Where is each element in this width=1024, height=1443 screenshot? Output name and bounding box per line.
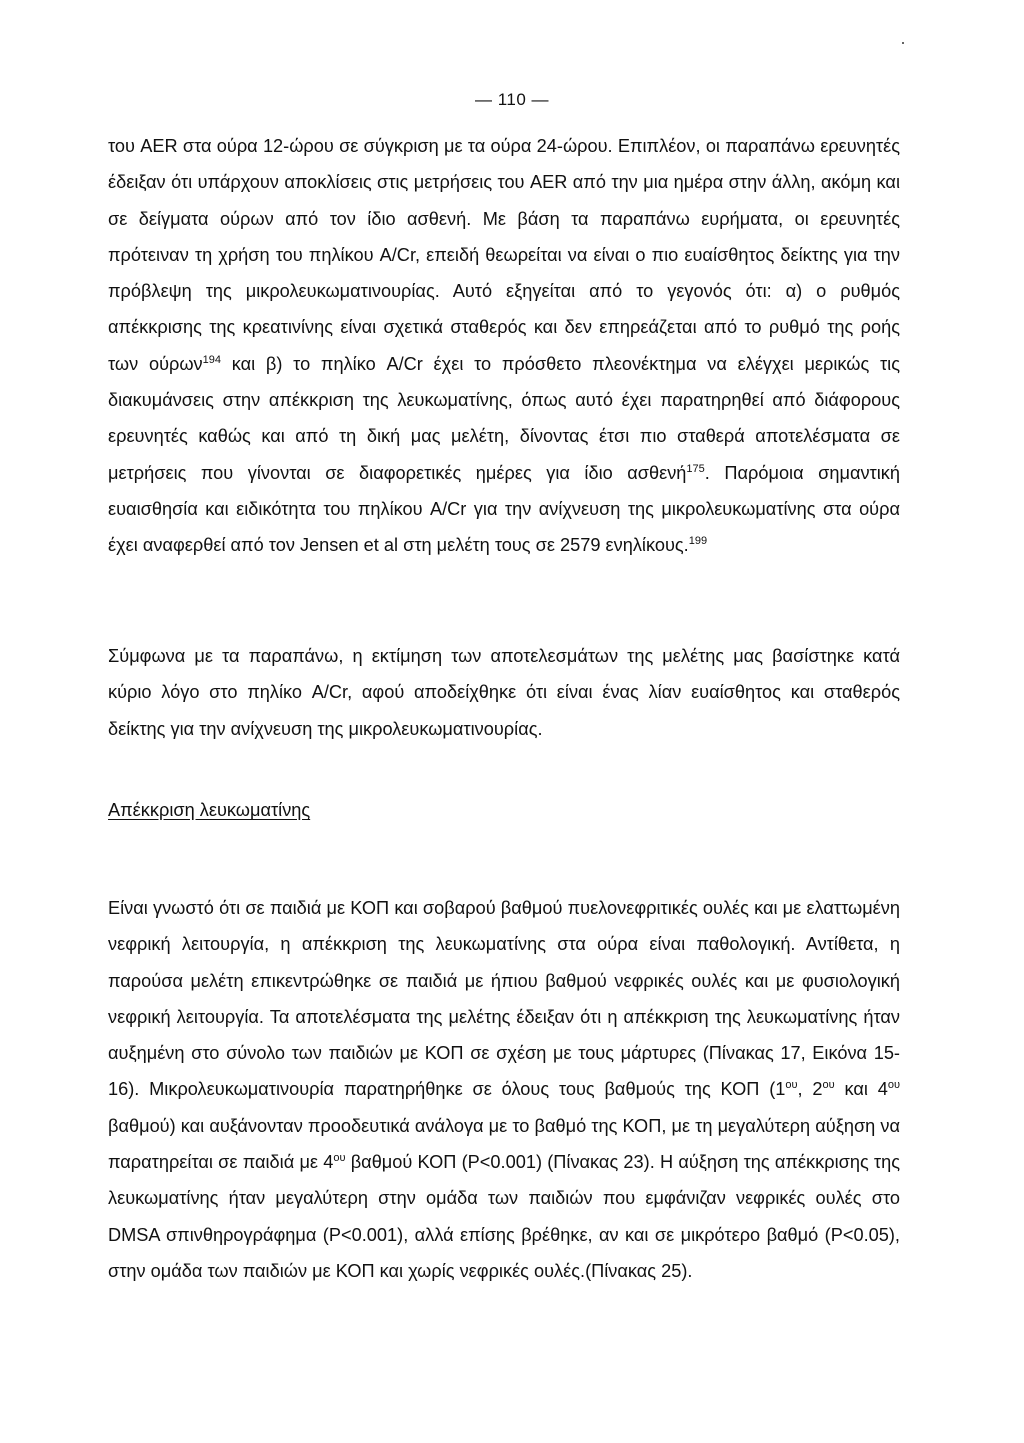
citation-ref: 194	[202, 353, 222, 366]
ordinal-suffix: ου	[333, 1152, 346, 1165]
page-number: — 110 —	[474, 90, 550, 109]
text-run: . Παρόμοια σημαντική ευαισθησία και ειδικότητα του πηλίκου A/Cr για την ανίχνευση της μικρολευκωματίνης στα ούρα έχει αναφερθεί από τον Jensen et al στη μελέτη τους σε 2579 ενηλίκους.	[108, 462, 900, 556]
citation-ref: 199	[688, 535, 708, 548]
section-heading: Απέκκριση λευκωματίνης	[108, 800, 311, 820]
paragraph-albumin-excretion	[108, 890, 900, 1289]
paragraph-aer-comparison	[108, 128, 900, 564]
scan-speck	[902, 42, 904, 44]
paragraph-text	[108, 890, 900, 1289]
ordinal-suffix: ου	[822, 1079, 835, 1092]
ordinal-suffix: ου	[785, 1079, 798, 1092]
ordinal-suffix: ου	[887, 1079, 900, 1092]
text-run: Είναι γνωστό ότι σε παιδιά με ΚΟΠ και σοβαρού βαθμού πυελονεφριτικές ουλές και με ελαττωμένη νεφρική λειτουργία, η απέκκριση της λευκωματίνης στα ούρα είναι παθολογική. Αντίθετα, η παρούσα μελέτη επικεντρώθηκε σε παιδιά με ήπιου βαθμού νεφρικές ουλές και με φυσιολογική νεφρική λειτουργία. Τα αποτελέσματα της μελέτης έδειξαν ότι η απέκκριση της λευκωματίνης ήταν αυξημένη στο σύνολο των παιδιών με ΚΟΠ σε σχέση με τους μάρτυρες (Πίνακας 17, Εικόνα 15-16). Μικρολευκωματινουρία παρατηρήθηκε σε όλους τους βαθμούς της ΚΟΠ (1	[108, 898, 900, 1100]
citation-ref: 175	[686, 462, 705, 475]
text-run: βαθμού) και αυξάνονταν προοδευτικά ανάλογα με το βαθμό της ΚΟΠ, με τη μεγαλύτερη αύξηση να παρατηρείται σε παιδιά με 4	[108, 1115, 900, 1173]
paragraph-text	[108, 128, 900, 564]
text-run: και β) το πηλίκο A/Cr έχει το πρόσθετο πλεονέκτημα να ελέγχει μερικώς τις διακυμάνσεις στην απέκκριση της λευκωματίνης, όπως αυτό έχει παρατηρηθεί από διάφορους ερευνητές καθώς και από τη δική μας μελέτη, δίνοντας έτσι πιο σταθερά αποτελέσματα σε μετρήσεις που γίνονται σε διαφορετικές ημέρες για ίδιο ασθενή	[108, 353, 900, 483]
text-run: βαθμού ΚΟΠ (P<0.001) (Πίνακας 23). Η αύξηση της απέκκρισης της λευκωματίνης ήταν μεγαλύτερη στην ομάδα των παιδιών που εμφάνιζαν νεφρικές ουλές στο DMSA σπινθηρογράφημα (P<0.001), αλλά επίσης βρέθηκε, αν και σε μικρότερο βαθμό (P<0.05), στην ομάδα των παιδιών με ΚΟΠ και χωρίς νεφρικές ουλές.(Πίνακας 25).	[108, 1152, 900, 1281]
text-run: και 4	[834, 1079, 888, 1100]
text-run: του AER στα ούρα 12-ώρου σε σύγκριση με τα ούρα 24-ώρου. Επιπλέον, οι παραπάνω ερευνητές έδειξαν ότι υπάρχουν αποκλίσεις στις μετρήσεις του AER από την μια ημέρα στην άλλη, ακόμη και σε δείγματα ούρων από τον ίδιο ασθενή. Με βάση τα παραπάνω ευρήματα, οι ερευνητές πρότειναν τη χρήση του πηλίκου A/Cr, επειδή θεωρείται να είναι ο πιο ευαίσθητος δείκτης για την πρόβλεψη της μικρολευκωματινουρίας. Αυτό εξηγείται από το γεγονός ότι: α) ο ρυθμός απέκκρισης της κρεατινίνης είναι σχετικά σταθερός και δεν επηρεάζεται από το ρυθμό της ροής των ούρων	[108, 136, 900, 374]
paragraph-summary	[108, 638, 900, 747]
text-run: , 2	[797, 1079, 823, 1100]
paragraph-text: Σύμφωνα με τα παραπάνω, η εκτίμηση των αποτελεσμάτων της μελέτης μας βασίστηκε κατά κύριο λόγο στο πηλίκο A/Cr, αφού αποδείχθηκε ότι είναι ένας λίαν ευαίσθητος και σταθερός δείκτης για την ανίχνευση της μικρολευκωματινουρίας.	[108, 646, 900, 739]
